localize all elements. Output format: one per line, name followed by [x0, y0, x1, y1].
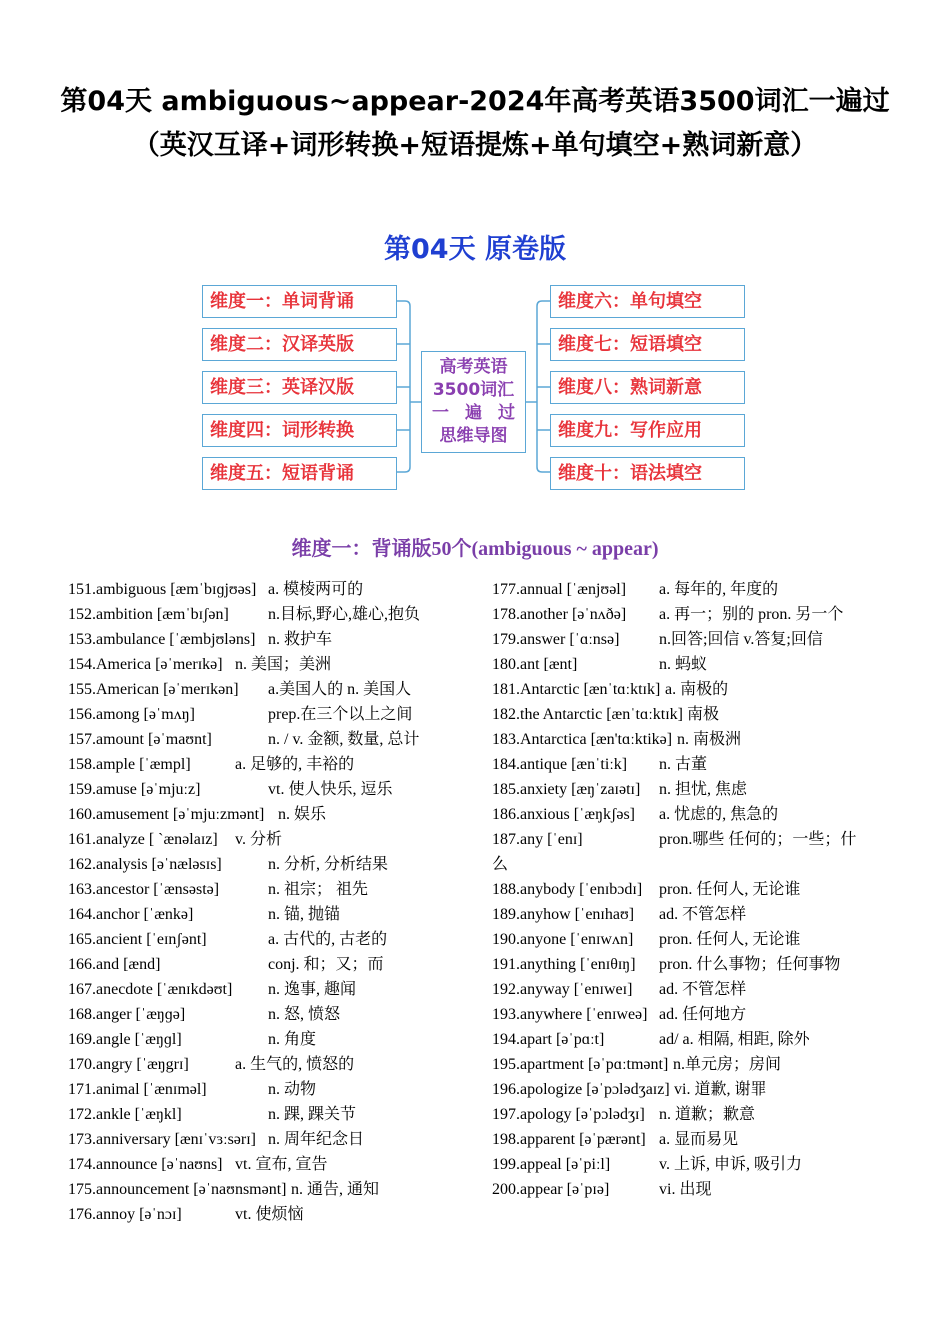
vocab-word: 190.anyone [ˈenɪwʌn] — [492, 931, 634, 948]
vocab-word: 172.ankle [ˈæŋkl] — [68, 1106, 182, 1123]
vocab-meaning: n.回答;回信 v.答复;回信 — [659, 631, 823, 648]
vocab-meaning: vt. 宣布, 宣告 — [235, 1156, 328, 1173]
vocab-entry — [492, 652, 884, 677]
vocab-entry — [68, 1077, 468, 1102]
mindmap-right-5: 维度十：语法填空 — [550, 457, 745, 490]
mindmap-center-line-2: 3500词汇 — [432, 380, 515, 400]
vocab-word: 187.any [ˈenɪ] — [492, 831, 583, 848]
vocab-meaning: n. 分析, 分析结果 — [268, 856, 389, 873]
vocab-word: 173.anniversary [ænɪˈvɜːsərɪ] — [68, 1131, 256, 1148]
vocab-meaning: ad. 任何地方 — [659, 1006, 747, 1023]
vocab-entry — [492, 1052, 884, 1077]
vocab-word: 176.annoy [əˈnɔɪ] — [68, 1206, 182, 1223]
vocab-entry — [68, 1152, 468, 1177]
vocab-meaning: a. 显而易见 — [659, 1131, 739, 1148]
vocab-word: 200.appear [əˈpɪə] — [492, 1181, 610, 1198]
vocab-meaning: n. 踝, 踝关节 — [268, 1106, 357, 1123]
vocab-entry — [68, 652, 468, 677]
vocab-word: 158.ample [ˈæmpl] — [68, 756, 191, 773]
vocab-meaning: n. 担忧, 焦虑 — [659, 781, 748, 798]
vocab-meaning: vi. 出现 — [659, 1181, 712, 1198]
vocab-entry — [492, 1077, 884, 1102]
vocab-meaning: a. 古代的, 古老的 — [268, 931, 388, 948]
vocab-entry — [68, 1202, 468, 1227]
vocab-word: 181.Antarctic [ænˈtɑːktɪk] — [492, 681, 661, 698]
vocab-meaning: n. 通告, 通知 — [291, 1181, 380, 1198]
vocab-entry — [68, 802, 468, 827]
mindmap-center-line-1: 高考英语 — [439, 357, 508, 377]
vocab-entry — [492, 627, 884, 652]
vocab-entry — [492, 677, 884, 702]
vocab-meaning: conj. 和；又；而 — [268, 956, 384, 973]
vocab-meaning: a.美国人的 n. 美国人 — [268, 681, 412, 698]
vocab-column-left — [68, 577, 468, 1227]
vocab-entry — [492, 952, 884, 977]
vocab-entry — [492, 727, 884, 752]
vocab-word: 160.amusement [əˈmjuːzmənt] — [68, 806, 265, 823]
vocab-word: 155.American [əˈmerɪkən] — [68, 681, 239, 698]
vocab-entry — [68, 1002, 468, 1027]
vocab-meaning: ad. 不管怎样 — [659, 906, 747, 923]
vocab-meaning: vi. 道歉, 谢罪 — [674, 1081, 767, 1098]
mindmap-right-2: 维度七：短语填空 — [550, 328, 745, 361]
vocab-meaning: n. 周年纪念日 — [268, 1131, 365, 1148]
vocab-entry — [492, 877, 884, 902]
vocab-word: 182.the Antarctic [ænˈtɑːktɪk] — [492, 706, 683, 723]
vocab-word: 168.anger [ˈæŋɡə] — [68, 1006, 186, 1023]
vocab-entry — [492, 827, 884, 877]
vocab-meaning: ad/ a. 相隔, 相距, 除外 — [659, 1031, 810, 1048]
vocab-word: 157.amount [əˈmaʊnt] — [68, 731, 212, 748]
vocab-entry — [492, 1177, 884, 1202]
vocab-word: 174.announce [əˈnaʊns] — [68, 1156, 223, 1173]
vocab-word: 194.apart [əˈpɑːt] — [492, 1031, 605, 1048]
vocab-word: 169.angle [ˈæŋɡl] — [68, 1031, 182, 1048]
vocab-meaning: n. 蚂蚁 — [659, 656, 708, 673]
vocab-meaning: vt. 使人快乐, 逗乐 — [268, 781, 393, 798]
vocab-word: 151.ambiguous [æmˈbɪɡjʊəs] — [68, 581, 257, 598]
vocab-entry — [492, 902, 884, 927]
vocab-entry — [492, 752, 884, 777]
vocab-meaning: n. 南极洲 — [677, 731, 742, 748]
vocab-word: 154.America [əˈmerɪkə] — [68, 656, 223, 673]
vocab-word: 197.apology [əˈpɔlədʒɪ] — [492, 1106, 645, 1123]
section-heading: 维度一：背诵版50个(ambiguous ~ appear) — [291, 538, 659, 560]
vocab-meaning: vt. 使烦恼 — [235, 1206, 304, 1223]
vocab-entry — [492, 577, 884, 602]
vocab-entry — [68, 577, 468, 602]
vocab-meaning: n. 祖宗； 祖先 — [268, 881, 369, 898]
vocab-meaning: ad. 不管怎样 — [659, 981, 747, 998]
vocab-meaning: a. 模棱两可的 — [268, 581, 364, 598]
vocab-meaning: n. 救护车 — [268, 631, 333, 648]
vocab-word: 191.anything [ˈenɪθɪŋ] — [492, 956, 636, 973]
vocab-meaning: n. 怒, 愤怒 — [268, 1006, 341, 1023]
vocab-meaning: n. / v. 金额, 数量, 总计 — [268, 731, 420, 748]
vocab-meaning: v. 上诉, 申诉, 吸引力 — [659, 1156, 802, 1173]
vocab-meaning: 南极 — [687, 706, 720, 723]
vocab-entry — [68, 677, 468, 702]
vocab-word: 199.appeal [əˈpiːl] — [492, 1156, 611, 1173]
vocab-entry — [68, 977, 468, 1002]
vocab-word: 184.antique [ænˈtiːk] — [492, 756, 628, 773]
vocab-entry — [492, 1127, 884, 1152]
left-bracket — [397, 301, 410, 472]
vocab-entry — [68, 952, 468, 977]
vocab-entry — [492, 1152, 884, 1177]
vocab-meaning: prep.在三个以上之间 — [268, 706, 413, 723]
vocab-word: 186.anxious [ˈæŋkʃəs] — [492, 806, 635, 823]
vocab-word: 152.ambition [æmˈbɪʃən] — [68, 606, 229, 623]
vocab-entry — [492, 602, 884, 627]
vocab-word: 188.anybody [ˈenɪbɔdɪ] — [492, 881, 643, 898]
mindmap-right-3: 维度八：熟词新意 — [550, 371, 745, 404]
mindmap-center-line-4: 思维导图 — [439, 426, 508, 446]
mindmap-center-line-3: 一 遍 过 — [432, 403, 515, 423]
vocab-entry — [68, 1052, 468, 1077]
vocab-entry — [68, 927, 468, 952]
vocab-meaning: n. 锚, 抛锚 — [268, 906, 341, 923]
vocab-entry — [68, 702, 468, 727]
vocab-word: 161.analyze [ ˋænəlaɪz] — [68, 831, 218, 848]
vocab-meaning: n. 角度 — [268, 1031, 317, 1048]
vocab-meaning: pron. 任何人, 无论谁 — [659, 931, 801, 948]
vocab-entry — [492, 777, 884, 802]
vocab-word: 164.anchor [ˈænkə] — [68, 906, 194, 923]
mindmap-left-4: 维度四：词形转换 — [202, 414, 397, 447]
vocab-meaning: a. 南极的 — [665, 681, 729, 698]
vocab-entry — [68, 727, 468, 752]
vocab-word: 153.ambulance [ˈæmbjʊləns] — [68, 631, 256, 648]
vocab-meaning: n. 美国；美洲 — [235, 656, 332, 673]
document-title: 第04天 ambiguous~appear-2024年高考英语3500词汇一遍过（英汉互译+词形转换+短语提炼+单句填空+熟词新意） — [60, 86, 890, 161]
mindmap-left-2: 维度二：汉译英版 — [202, 328, 397, 361]
vocab-word: 189.anyhow [ˈenɪhaʊ] — [492, 906, 635, 923]
vocab-meaning: n. 道歉；歉意 — [659, 1106, 756, 1123]
vocab-entry — [492, 1002, 884, 1027]
vocab-word: 177.annual [ˈænjʊəl] — [492, 581, 627, 598]
vocab-word: 165.ancient [ˈeɪnʃənt] — [68, 931, 207, 948]
mindmap-left-5: 维度五：短语背诵 — [202, 457, 397, 490]
vocab-meaning: a. 足够的, 丰裕的 — [235, 756, 355, 773]
vocab-word: 162.analysis [əˈnæləsɪs] — [68, 856, 222, 873]
vocab-entry — [492, 1102, 884, 1127]
mindmap-left-1: 维度一：单词背诵 — [202, 285, 397, 318]
vocab-word: 195.apartment [əˈpɑːtmənt] — [492, 1056, 669, 1073]
vocab-word: 175.announcement [əˈnaʊnsmənt] — [68, 1181, 287, 1198]
vocab-word: 185.anxiety [æŋˈzaɪətɪ] — [492, 781, 641, 798]
vocab-entry — [68, 877, 468, 902]
vocab-word: 156.among [əˈmʌŋ] — [68, 706, 195, 723]
vocab-word: 193.anywhere [ˈenɪweə] — [492, 1006, 648, 1023]
vocab-entry — [68, 827, 468, 852]
vocab-meaning: a. 再一；别的 pron. 另一个 — [659, 606, 844, 623]
vocab-word: 198.apparent [əˈpærənt] — [492, 1131, 646, 1148]
vocab-meaning: n. 娱乐 — [278, 806, 327, 823]
mindmap-center — [421, 351, 526, 453]
vocab-entry — [68, 777, 468, 802]
vocab-meaning: pron. 任何人, 无论谁 — [659, 881, 801, 898]
vocab-word: 163.ancestor [ˈænsəstə] — [68, 881, 220, 898]
vocab-word: 170.angry [ˈæŋgrɪ] — [68, 1056, 189, 1073]
vocab-meaning: a. 忧虑的, 焦急的 — [659, 806, 779, 823]
vocab-word: 196.apologize [əˈpɔlədʒaɪz] — [492, 1081, 670, 1098]
vocab-entry — [68, 627, 468, 652]
vocab-entry — [68, 1102, 468, 1127]
vocab-entry — [68, 752, 468, 777]
vocab-entry — [492, 802, 884, 827]
vocab-meaning: n.目标,野心,雄心,抱负 — [268, 606, 421, 623]
vocab-meaning: pron.哪些 任何的；一些；什 — [659, 831, 857, 848]
vocab-meaning: n. 古董 — [659, 756, 708, 773]
vocab-word: 192.anyway [ˈenɪweɪ] — [492, 981, 633, 998]
mindmap-right-4: 维度九：写作应用 — [550, 414, 745, 447]
vocab-meaning: pron. 什么事物；任何事物 — [659, 956, 841, 973]
vocab-word: 166.and [ænd] — [68, 956, 161, 973]
vocab-word: 179.answer [ˈɑːnsə] — [492, 631, 620, 648]
vocab-word: 180.ant [ænt] — [492, 656, 578, 673]
mindmap-left-3: 维度三：英译汉版 — [202, 371, 397, 404]
vocab-word: 171.animal [ˈænɪməl] — [68, 1081, 207, 1098]
vocab-meaning: n.单元房；房间 — [673, 1056, 782, 1073]
right-bracket — [537, 301, 550, 472]
vocab-word: 159.amuse [əˈmjuːz] — [68, 781, 201, 798]
vocab-meaning-continued: 么 — [492, 856, 509, 873]
vocab-entry — [492, 977, 884, 1002]
vocab-meaning: a. 每年的, 年度的 — [659, 581, 779, 598]
vocab-entry — [68, 1027, 468, 1052]
vocab-meaning: a. 生气的, 愤怒的 — [235, 1056, 355, 1073]
mindmap-right-1: 维度六：单句填空 — [550, 285, 745, 318]
vocab-entry — [492, 1027, 884, 1052]
vocab-entry — [68, 1127, 468, 1152]
vocab-entry — [68, 852, 468, 877]
vocab-entry — [68, 1177, 468, 1202]
vocab-meaning: n. 动物 — [268, 1081, 317, 1098]
vocab-word: 167.anecdote [ˈænɪkdəʊt] — [68, 981, 233, 998]
vocab-column-right — [492, 577, 884, 1202]
vocab-meaning: v. 分析 — [235, 831, 282, 848]
vocab-word: 178.another [əˈnʌðə] — [492, 606, 627, 623]
vocab-entry — [68, 902, 468, 927]
vocab-entry — [492, 927, 884, 952]
document-subtitle: 第04天 原卷版 — [384, 234, 566, 265]
vocab-meaning: n. 逸事, 趣闻 — [268, 981, 357, 998]
vocab-word: 183.Antarctica [æn'tɑːktikə] — [492, 731, 673, 748]
vocab-entry — [492, 702, 884, 727]
vocab-entry — [68, 602, 468, 627]
